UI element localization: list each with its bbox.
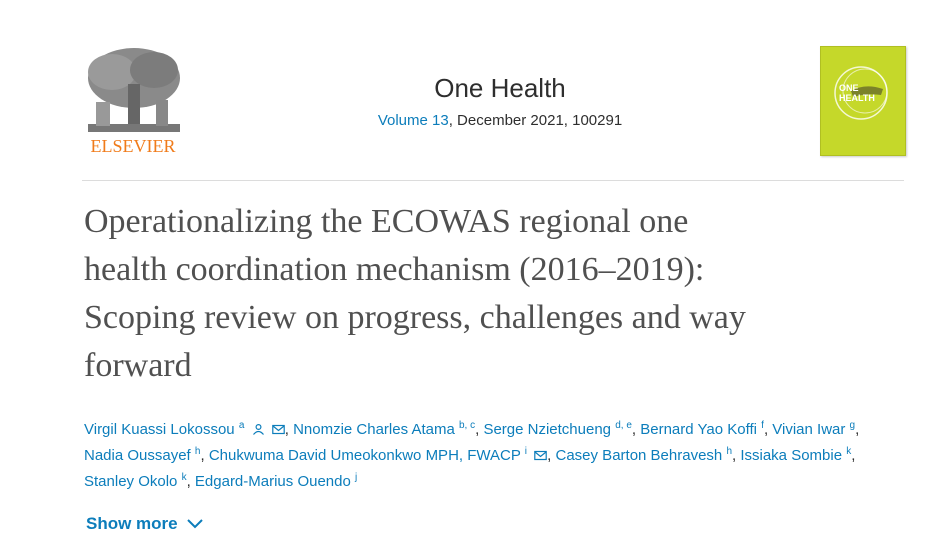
cover-title: ONE HEALTH <box>839 83 875 103</box>
issue-line <box>300 112 700 129</box>
email-icon[interactable] <box>534 450 547 461</box>
email-icon[interactable] <box>272 424 285 435</box>
author-name[interactable]: Casey Barton Behravesh <box>555 447 723 464</box>
author-name[interactable]: Chukwuma David Umeokonkwo MPH, FWACP <box>208 447 521 464</box>
affiliation-marker[interactable]: j <box>355 472 358 483</box>
article-title <box>84 198 884 390</box>
affiliation-marker[interactable]: g <box>849 420 856 431</box>
author-name[interactable]: Issiaka Sombie <box>740 447 843 464</box>
journal-header <box>300 72 700 129</box>
person-icon[interactable] <box>252 424 265 435</box>
author-name[interactable]: Edgard-Marius Ouendo <box>194 473 351 490</box>
affiliation-marker[interactable]: h <box>194 446 201 457</box>
elsevier-logo[interactable] <box>82 44 184 156</box>
affiliation-marker[interactable]: d, e <box>615 420 632 431</box>
affiliation-marker[interactable]: k <box>181 472 187 483</box>
article-title-line: health coordination mechanism (2016–2019): <box>84 251 705 288</box>
publisher-name: ELSEVIER <box>90 136 176 156</box>
elsevier-tree-icon <box>82 44 184 136</box>
chevron-down-icon <box>186 518 204 530</box>
author-name[interactable]: Vivian Iwar <box>772 421 846 438</box>
issue-details: , December 2021, 100291 <box>448 112 623 129</box>
author-name[interactable]: Nnomzie Charles Atama <box>293 421 455 438</box>
affiliation-marker[interactable]: i <box>524 446 527 457</box>
article-title-line: Operationalizing the ECOWAS regional one <box>84 203 689 240</box>
affiliation-marker[interactable]: f <box>761 420 764 431</box>
journal-cover-image[interactable] <box>820 46 906 156</box>
author-name[interactable]: Stanley Okolo <box>84 473 178 490</box>
article-title-line: Scoping review on progress, challenges and way <box>84 299 746 336</box>
author-name[interactable]: Nadia Oussayef <box>84 447 191 464</box>
author-name[interactable]: Bernard Yao Koffi <box>640 421 757 438</box>
author-name[interactable]: Serge Nzietchueng <box>483 421 612 438</box>
show-more-button[interactable] <box>86 514 204 534</box>
affiliation-marker[interactable]: b, c <box>458 420 476 431</box>
affiliation-marker[interactable]: h <box>726 446 732 457</box>
article-title-line: forward <box>84 347 192 384</box>
affiliation-marker[interactable]: a <box>238 420 245 431</box>
show-more-label: Show more <box>86 514 178 533</box>
journal-title[interactable]: One Health <box>434 73 566 103</box>
header-divider <box>82 180 904 181</box>
affiliation-marker[interactable]: k <box>846 446 852 457</box>
volume-link[interactable]: Volume 13 <box>377 112 449 129</box>
author-list: Virgil Kuassi Lokossou $^a$ , Nnomzie Charles Atama $^{b, c}$, Serge Nzietchueng $^{d, e}$, Bernard Yao Koffi $^f$, Vivian Iwar $^g$, Nadia Oussayef $^h$, Chukwuma David Umeokonkwo MPH, FWACP $^i$ , Casey Barton Behravesh $^h$, Issiaka Sombie $^k$, Stanley Okolo $^k$, Edgard-Marius Ouendo $^j$ <box>84 420 860 490</box>
author-name[interactable]: Virgil Kuassi Lokossou <box>84 421 235 438</box>
